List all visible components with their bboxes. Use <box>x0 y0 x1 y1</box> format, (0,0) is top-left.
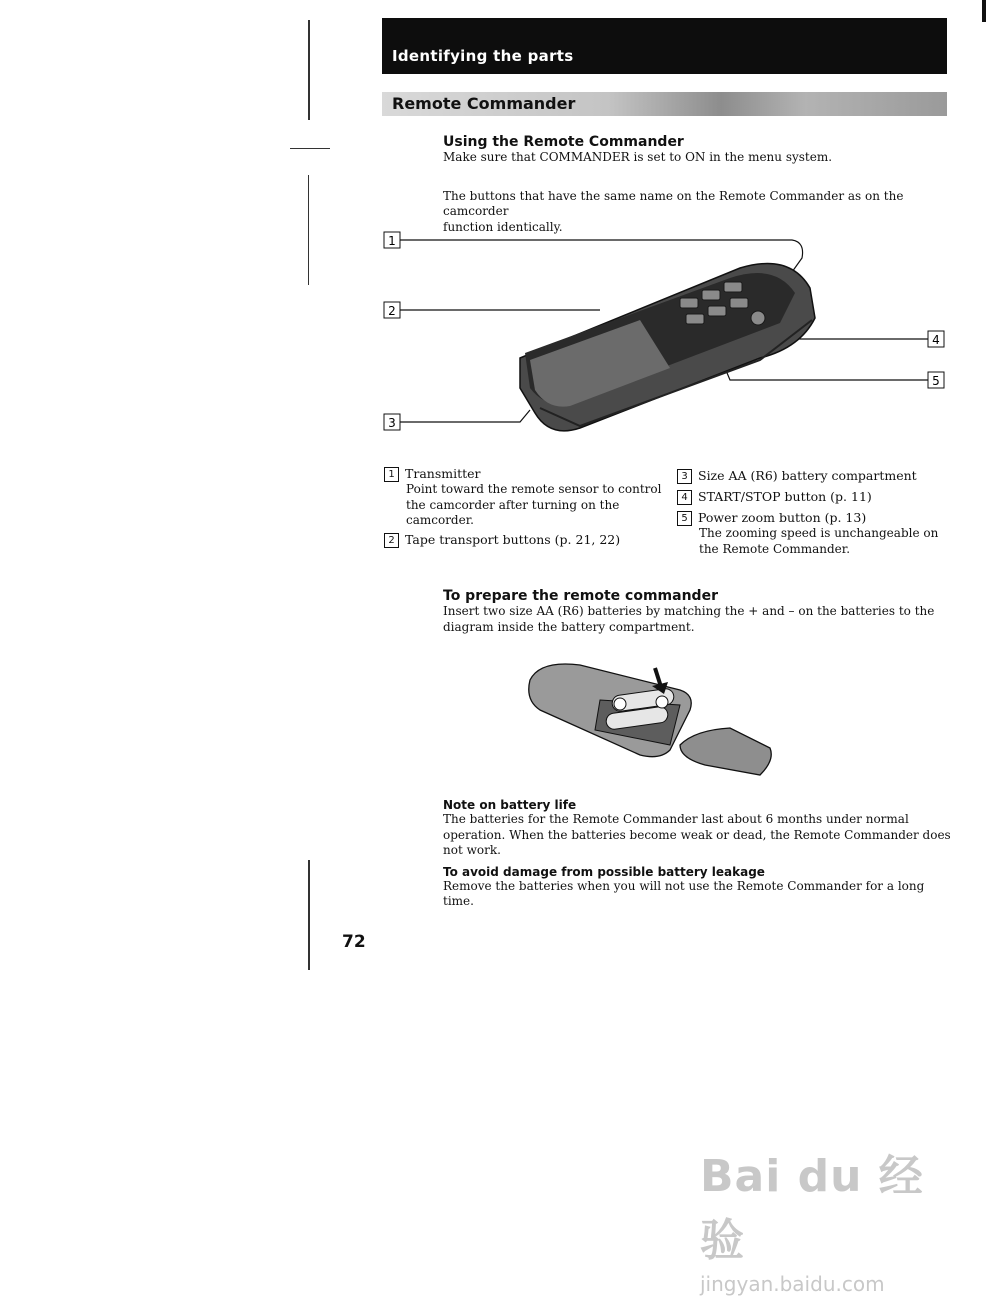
margin-rule <box>308 175 309 285</box>
watermark-logo-text: Bai du 经验 <box>700 1151 924 1266</box>
watermark-url: jingyan.baidu.com <box>700 1272 885 1296</box>
using-para2a: The buttons that have the same name on the Remote Commander as on the camcorder <box>443 188 904 218</box>
avoid-heading: To avoid damage from possible battery leakage <box>443 864 765 879</box>
legend-label-5: Power zoom button (p. 13) <box>698 510 867 525</box>
svg-text:5: 5 <box>932 374 940 388</box>
margin-rule <box>308 860 310 970</box>
margin-tick <box>982 0 986 22</box>
callout-1 <box>384 232 400 248</box>
legend-item-3 <box>677 468 962 484</box>
legend-label-1: Transmitter <box>405 466 481 481</box>
prepare-para1: Insert two size AA (R6) batteries by matching the + and – on the batteries to the <box>443 604 935 618</box>
svg-text:2: 2 <box>388 304 396 318</box>
note-heading: Note on battery life <box>443 798 577 812</box>
legend-item-1 <box>384 466 674 529</box>
legend-num-1: 1 <box>384 467 399 482</box>
legend-num-3: 3 <box>677 469 692 484</box>
legend-desc-5b: the Remote Commander. <box>699 541 851 556</box>
remote-commander-image <box>520 264 815 431</box>
legend-item-4 <box>677 489 962 505</box>
prepare-para2: diagram inside the battery compartment. <box>443 619 695 634</box>
legend-left <box>384 466 674 551</box>
section-title: Remote Commander <box>392 94 576 113</box>
svg-text:3: 3 <box>388 416 396 430</box>
svg-text:1: 1 <box>388 234 396 248</box>
page-title: Identifying the parts <box>392 47 574 65</box>
margin-rule <box>308 20 310 120</box>
legend-num-5: 5 <box>677 511 692 526</box>
legend-item-5 <box>677 510 962 557</box>
legend-num-2: 2 <box>384 533 399 548</box>
using-heading: Using the Remote Commander <box>443 134 684 150</box>
note-line3: not work. <box>443 843 501 857</box>
legend-desc-5a: The zooming speed is unchangeable on <box>699 526 939 540</box>
using-para2b: function identically. <box>443 219 563 234</box>
watermark <box>700 1140 960 1296</box>
prepare-section <box>443 588 953 635</box>
legend-label-3: Size AA (R6) battery compartment <box>698 468 917 483</box>
battery-compartment-image <box>529 664 772 775</box>
remote-diagram <box>380 228 950 438</box>
note-line2: operation. When the batteries become weak or dead, the Remote Commander does <box>443 827 951 842</box>
note-line1: The batteries for the Remote Commander last about 6 months under normal <box>443 812 909 826</box>
using-section <box>443 134 953 235</box>
callout-5 <box>928 372 944 388</box>
legend-label-2: Tape transport buttons (p. 21, 22) <box>405 531 621 547</box>
legend-item-2 <box>384 532 674 548</box>
page-number: 72 <box>342 932 366 952</box>
using-para1: Make sure that COMMANDER is set to ON in the menu system. <box>443 150 833 164</box>
avoid-line1: Remove the batteries when you will not use the Remote Commander for a long time. <box>443 878 925 908</box>
note-section <box>443 798 953 910</box>
legend-label-4: START/STOP button (p. 11) <box>698 489 872 504</box>
legend-num-4: 4 <box>677 490 692 505</box>
svg-text:4: 4 <box>932 333 940 347</box>
callout-4 <box>928 331 944 347</box>
callout-3 <box>384 414 400 430</box>
battery-diagram <box>520 660 780 785</box>
margin-tick <box>290 148 330 149</box>
legend-right <box>677 468 962 560</box>
callout-2 <box>384 302 400 318</box>
prepare-heading: To prepare the remote commander <box>443 588 718 604</box>
header-bar <box>382 18 947 74</box>
legend-desc-1a: Point toward the remote sensor to control <box>406 482 662 496</box>
legend-desc-1b: the camcorder after turning on the <box>406 497 620 512</box>
legend-desc-1c: camcorder. <box>406 513 474 527</box>
